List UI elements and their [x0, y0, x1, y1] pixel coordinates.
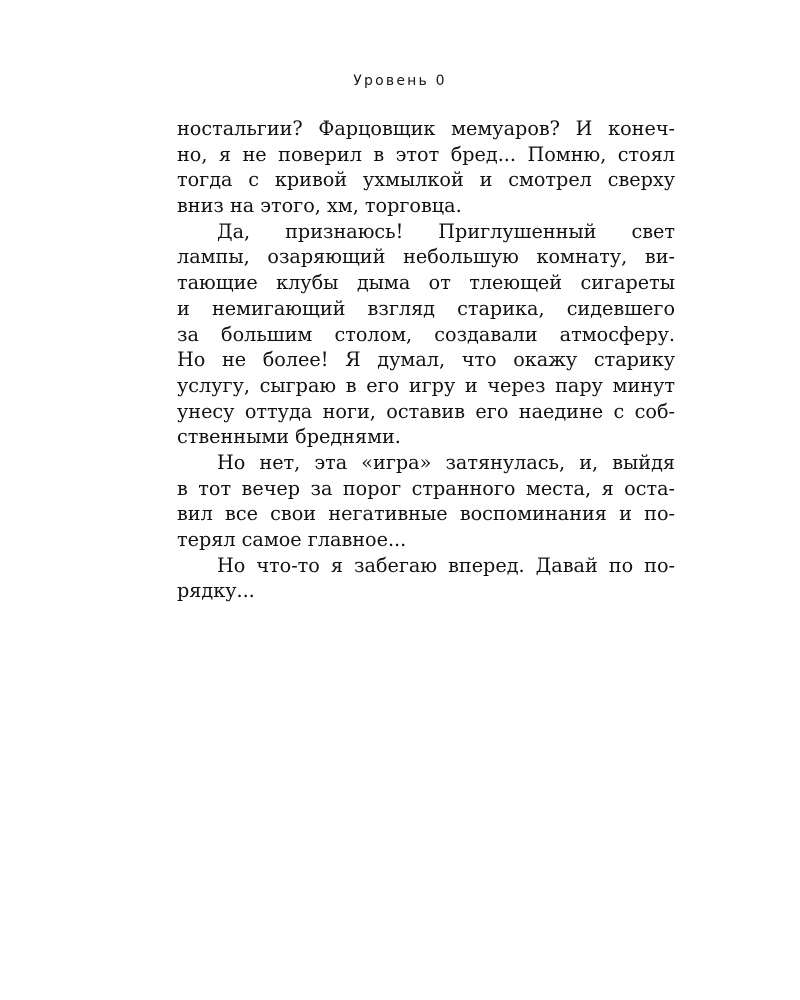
running-header: Уровень 0 — [353, 73, 447, 89]
text-line: лампы, озаряющий небольшую комнату, ви- — [177, 245, 675, 269]
text-line: за большим столом, создавали атмосферу. — [177, 322, 675, 346]
text-line: рядку... — [177, 579, 255, 603]
text-line: Но не более! Я думал, что окажу старику — [177, 348, 675, 372]
text-line: вниз на этого, хм, торговца. — [177, 194, 462, 218]
paragraph — [177, 450, 675, 553]
text-line: ственными бреднями. — [177, 425, 401, 449]
text-line: Да, признаюсь! Приглушенный свет — [217, 219, 675, 243]
text-line: но, я не поверил в этот бред... Помню, стоял — [177, 142, 675, 166]
text-line: тающие клубы дыма от тлеющей сигареты — [177, 271, 675, 295]
text-line: унесу оттуда ноги, оставив его наедине с соб- — [177, 399, 675, 423]
text-line: Но что-то я забегаю вперед. Давай по по- — [217, 553, 675, 577]
text-line: терял самое главное... — [177, 528, 407, 551]
text-line: и немигающий взгляд старика, сидевшего — [177, 296, 675, 320]
body-text — [177, 116, 675, 604]
paragraph — [177, 116, 675, 219]
text-line: вил все свои негативные воспоминания и по- — [177, 502, 675, 526]
text-line: ностальгии? Фарцовщик мемуаров? И конеч- — [177, 117, 675, 140]
paragraph — [177, 553, 675, 604]
text-line: услугу, сыграю в его игру и через пару минут — [177, 373, 675, 397]
text-line: Но нет, эта «игра» затянулась, и, выйдя — [217, 450, 675, 474]
paragraph — [177, 219, 675, 450]
text-line: в тот вечер за порог странного места, я оста- — [177, 476, 675, 500]
text-line: тогда с кривой ухмылкой и смотрел сверху — [177, 168, 675, 192]
